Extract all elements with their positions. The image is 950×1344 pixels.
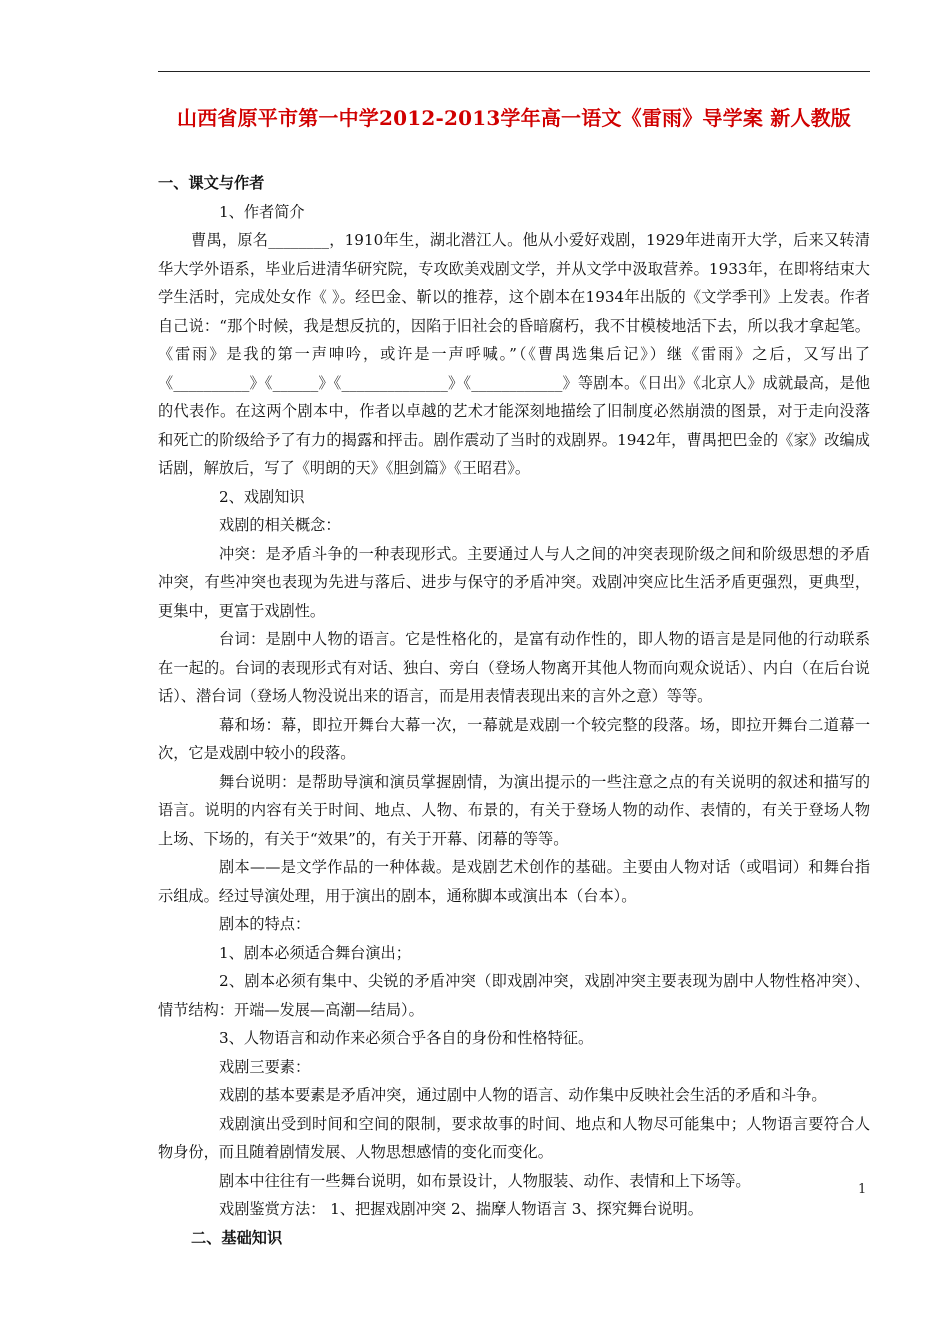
subheading-author: 1、作者简介 bbox=[219, 202, 305, 221]
subheading-elements: 戏剧三要素： bbox=[219, 1057, 311, 1076]
subheading-features: 剧本的特点： bbox=[219, 915, 311, 933]
paragraph-stage-directions: 舞台说明：是帮助导演和演员掌握剧情，为演出提示的一些注意之点的有关说明的叙述和描写的语言。说明的内容有关于时间、地点、人物、布景的，有关于登场人物的动作、表情的，有关于登场人物上场、下场的，有关于“效果”的，有关于开幕、闭幕的等等。 bbox=[158, 772, 870, 848]
list-item-feature-2: 2、剧本必须有集中、尖锐的矛盾冲突（即戏剧冲突，戏剧冲突主要表现为剧中人物性格冲突）、情节结构：开端—发展—高潮—结局）。 bbox=[158, 972, 870, 1019]
paragraph-method: 戏剧鉴赏方法： 1、把握戏剧冲突 2、揣摩人物语言 3、探究舞台说明。 bbox=[219, 1200, 703, 1218]
section-heading-1: 一、课文与作者 bbox=[158, 174, 265, 192]
subheading-drama-knowledge: 2、戏剧知识 bbox=[219, 487, 305, 506]
paragraph-script: 剧本——是文学作品的一种体裁。是戏剧艺术创作的基础。主要由人物对话（或唱词）和舞台指示组成。经过导演处理，用于演出的剧本，通称脚本或演出本（台本）。 bbox=[158, 858, 870, 905]
paragraph-element-2: 戏剧演出受到时间和空间的限制，要求故事的时间、地点和人物尽可能集中；人物语言要符合人物身份，而且随着剧情发展、人物思想感情的变化而变化。 bbox=[158, 1114, 870, 1161]
document-body bbox=[158, 169, 870, 1252]
paragraph-acts: 幕和场：幕，即拉开舞台大幕一次，一幕就是戏剧一个较完整的段落。场，即拉开舞台二道幕一次，它是戏剧中较小的段落。 bbox=[158, 715, 870, 762]
section-heading-2: 二、基础知识 bbox=[191, 1228, 283, 1247]
paragraph-element-1: 戏剧的基本要素是矛盾冲突，通过剧中人物的语言、动作集中反映社会生活的矛盾和斗争。 bbox=[219, 1086, 827, 1104]
paragraph-author-intro: 曹禺，原名________，1910年生，湖北潜江人。他从小爱好戏剧，1929年进南开大学，后来又转清华大学外语系，毕业后进清华研究院，专攻欧美戏剧文学，并从文学中汲取营养。1933年，在即将结束大学生活时，完成处女作《 》。经巴金、靳以的推荐，这个剧本在1934年出版的《文学季刊》上发表。作者自己说：“那个时候，我是想反抗的，因陷于旧社会的昏暗腐朽，我不甘模棱地活下去，所以我才拿起笔。《雷雨》是我的第一声呻吟，或许是一声呼喊。”（《曹禺选集后记》）继《雷雨》之后，又写出了《__________》《______》《______________》《____________》等剧本。《日出》《北京人》成就最高，是他的代表作。在这两个剧本中，作者以卓越的艺术才能深刻地描绘了旧制度必然崩溃的图景，对于走向没落和死亡的阶级给予了有力的揭露和抨击。剧作震动了当时的戏剧界。1942年，曹禺把巴金的《家》改编成话剧，解放后，写了《明朗的天》《胆剑篇》《王昭君》。 bbox=[158, 231, 870, 477]
paragraph-conflict: 冲突：是矛盾斗争的一种表现形式。主要通过人与人之间的冲突表现阶级之间和阶级思想的矛盾冲突，有些冲突也表现为先进与落后、进步与保守的矛盾冲突。戏剧冲突应比生活矛盾更强烈，更典型，更集中，更富于戏剧性。 bbox=[158, 544, 870, 620]
paragraph-lines: 台词：是剧中人物的语言。它是性格化的，是富有动作性的，即人物的语言是是同他的行动联系在一起的。台词的表现形式有对话、独白、旁白（登场人物离开其他人物而向观众说话）、内白（在后台说话）、潜台词（登场人物没说出来的语言，而是用表情表现出来的言外之意）等等。 bbox=[158, 630, 870, 705]
paragraph-element-3: 剧本中往往有一些舞台说明，如布景设计，人物服装、动作、表情和上下场等。 bbox=[219, 1171, 751, 1190]
page-number: 1 bbox=[858, 1182, 867, 1197]
list-item-feature-3: 3、人物语言和动作来必须合乎各自的身份和性格特征。 bbox=[219, 1029, 594, 1047]
document-title: 山西省原平市第一中学2012-2013学年高一语文《雷雨》导学案 新人教版 bbox=[177, 106, 851, 130]
list-item-feature-1: 1、剧本必须适合舞台演出； bbox=[219, 943, 411, 962]
subheading-concepts: 戏剧的相关概念： bbox=[219, 516, 341, 534]
header-rule bbox=[158, 71, 870, 72]
